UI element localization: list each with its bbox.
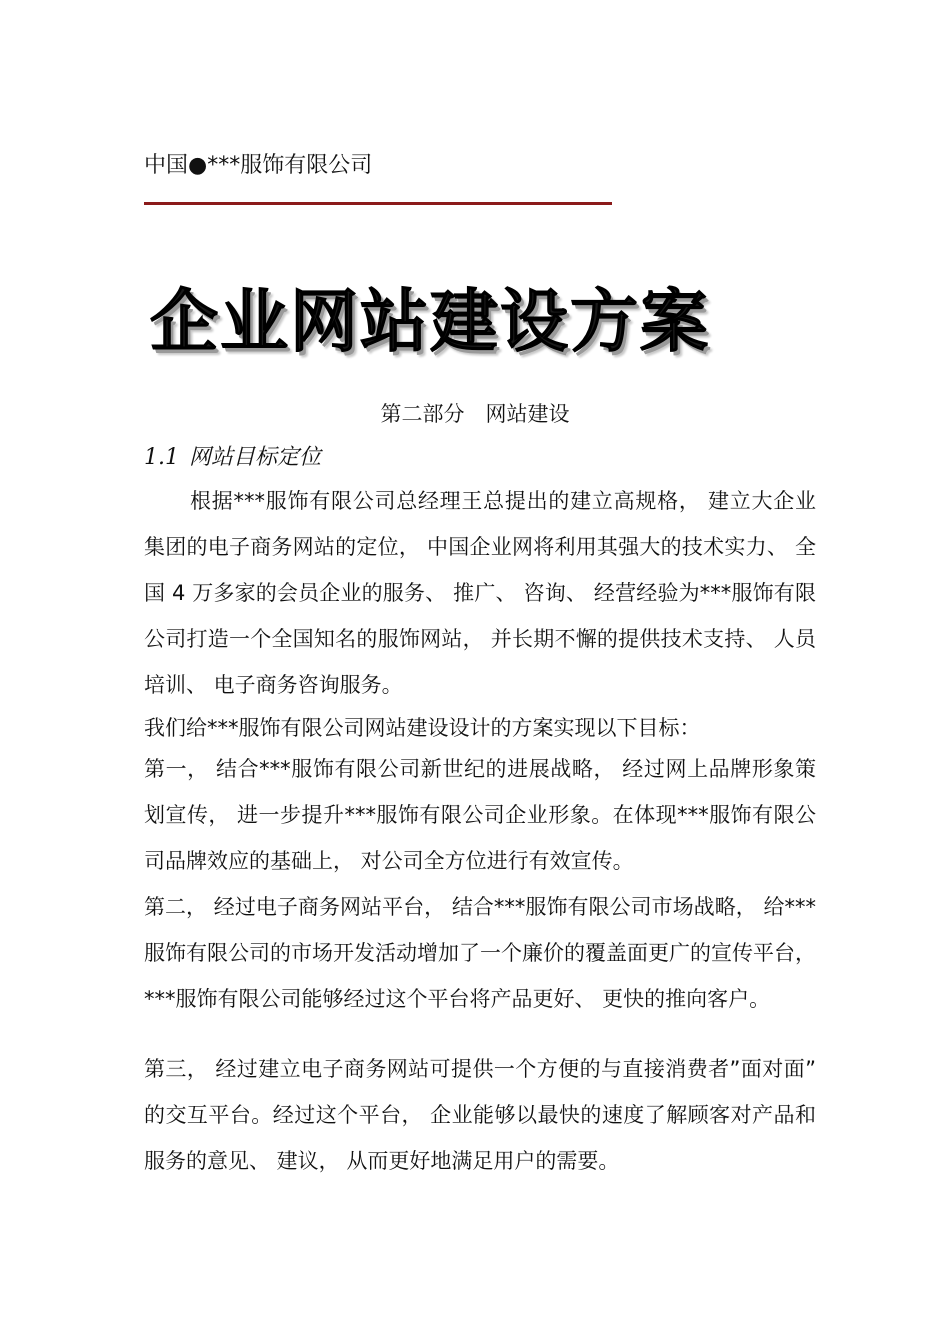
- section-number: 1.1: [144, 445, 179, 470]
- part-heading: 第二部分 网站建设: [380, 402, 570, 426]
- paragraph-goal-first: 第一， 结合***服饰有限公司新世纪的进展战略， 经过网上品牌形象策划宣传， 进一步提升***服饰有限公司企业形象。在体现***服饰有限公司品牌效应的基础上， 对公司全方位进行有效宣传。: [144, 757, 816, 873]
- paragraph-gap: [144, 1022, 816, 1046]
- body-text: [144, 478, 816, 1184]
- paragraph-goals-lead: 我们给***服饰有限公司网站建设设计的方案实现以下目标：: [144, 716, 701, 740]
- section-title: 网站目标定位: [189, 445, 322, 470]
- company-name: 中国●***服饰有限公司: [144, 153, 373, 178]
- header-divider: [144, 202, 612, 205]
- section-heading: [144, 440, 321, 471]
- paragraph-intro: 根据***服饰有限公司总经理王总提出的建立高规格， 建立大企业集团的电子商务网站的定位， 中国企业网将利用其强大的技术实力、 全国 4 万多家的会员企业的服务、 推广、 咨询、 经营经验为***服饰有限公司打造一个全国知名的服饰网站， 并长期不懈的提供技术支持、 人员培训、 电子商务咨询服务。: [144, 489, 816, 697]
- document-title: 企业网站建设方案: [150, 282, 711, 362]
- paragraph-goal-third: 第三， 经过建立电子商务网站可提供一个方便的与直接消费者”面对面” 的交互平台。经过这个平台， 企业能够以最快的速度了解顾客对产品和服务的意见、 建议， 从而更好地满足用户的需要。: [144, 1057, 816, 1173]
- paragraph-goal-second: 第二， 经过电子商务网站平台， 结合***服饰有限公司市场战略， 给***服饰有限公司的市场开发活动增加了一个廉价的覆盖面更广的宣传平台， ***服饰有限公司能够经过这个平台将产品更好、 更快的推向客户。: [144, 895, 816, 1011]
